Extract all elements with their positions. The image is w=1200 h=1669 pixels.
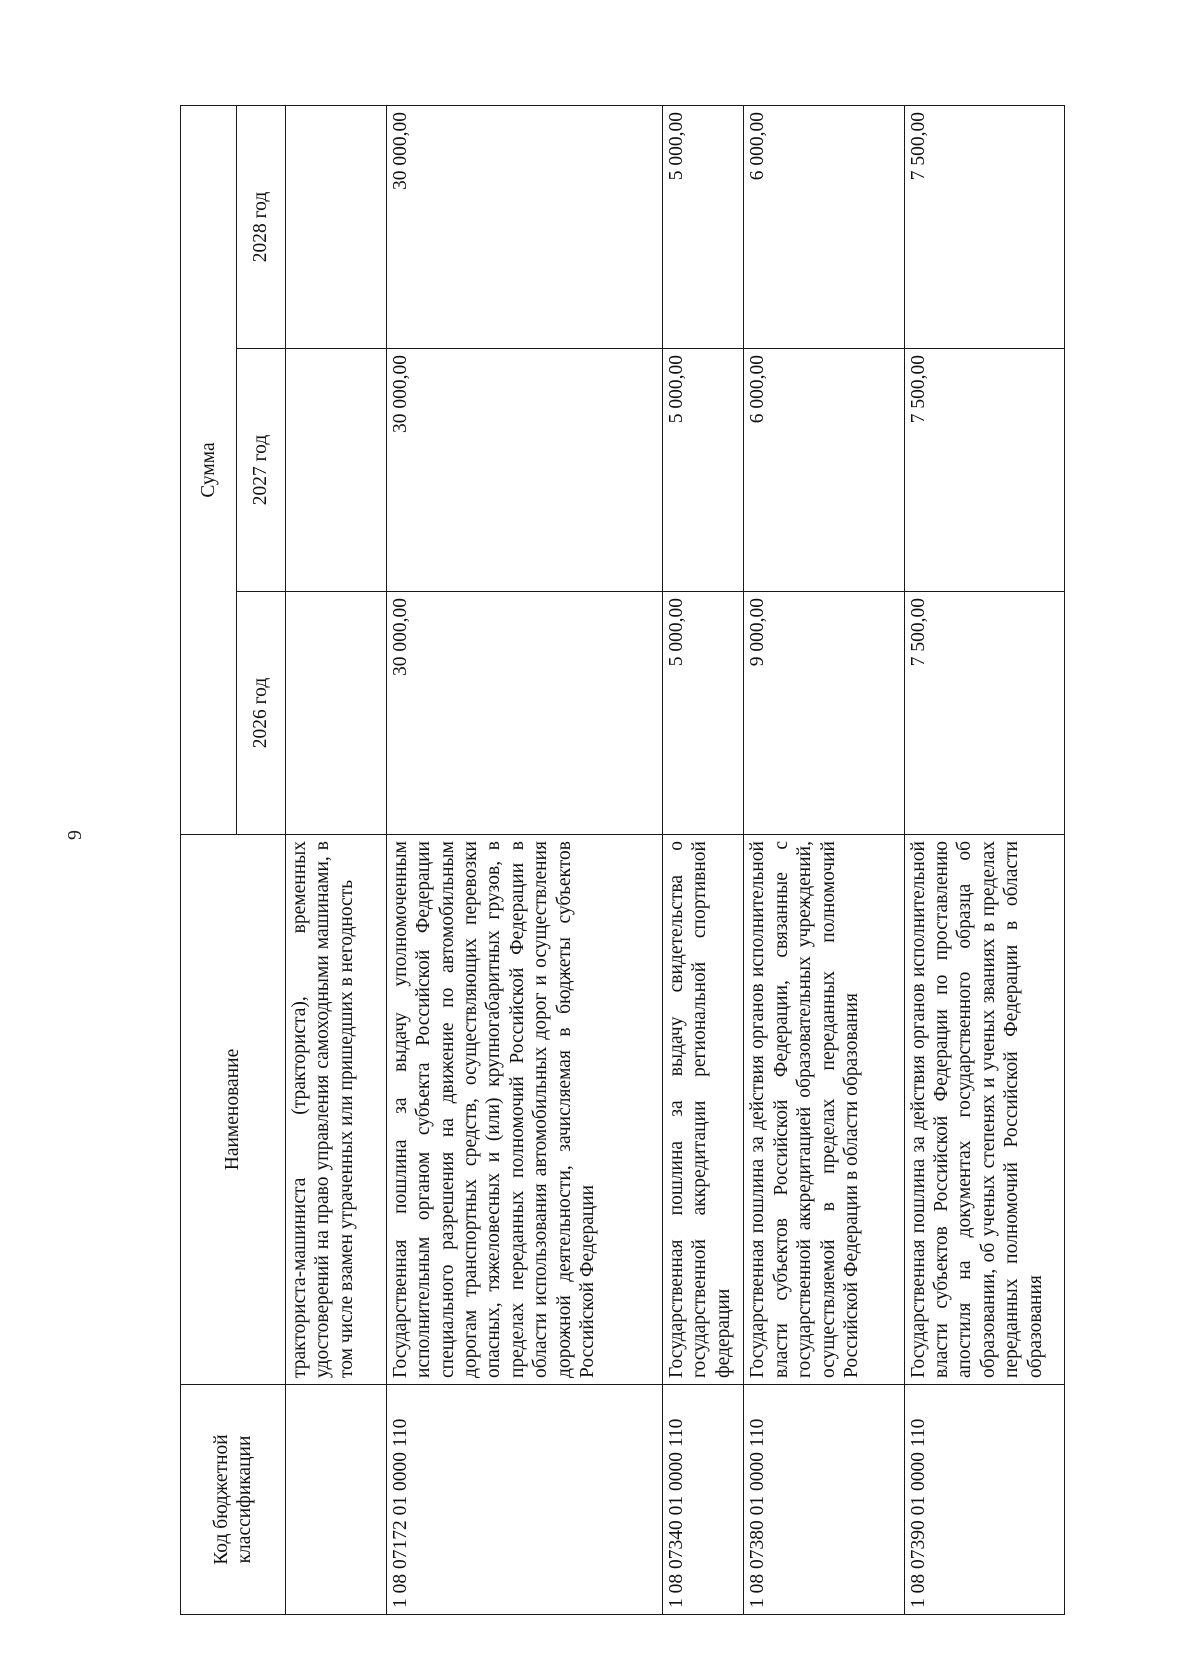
row-name: Государственная пошлина за действия органов исполнительной власти субъектов Российской Федерации по проставлению апостиля на документах государственного образца об образовании, об ученых степенях и ученых званиях в пределах переданных полномочий Российской Федерации в области образования	[904, 835, 1064, 1385]
row-sum-2028: 7 500,00	[904, 105, 1064, 348]
row-sum-2027: 6 000,00	[744, 349, 904, 592]
row-sum-2028	[286, 105, 387, 348]
header-year-2026: 2026 год	[237, 592, 286, 835]
header-row	[181, 105, 237, 1614]
row-code: 1 08 07172 01 0000 110	[386, 1385, 662, 1615]
header-sum: Сумма	[181, 105, 237, 834]
row-sum-2028: 5 000,00	[662, 105, 743, 348]
budget-table	[180, 105, 1065, 1615]
table-row	[744, 105, 904, 1614]
row-sum-2028: 30 000,00	[386, 105, 662, 348]
row-sum-2026	[286, 592, 387, 835]
row-name: тракториста-машиниста (тракториста), временных удостоверений на право управления самоходными машинами, в том числе взамен утраченных или пришедших в негодность	[286, 835, 387, 1385]
row-sum-2027: 30 000,00	[386, 349, 662, 592]
table-row	[904, 105, 1064, 1614]
header-year-2028: 2028 год	[237, 105, 286, 348]
row-code: 1 08 07340 01 0000 110	[662, 1385, 743, 1615]
row-code	[286, 1385, 387, 1615]
page-number: 9	[64, 830, 86, 840]
row-sum-2026: 7 500,00	[904, 592, 1064, 835]
table-row	[286, 105, 387, 1614]
row-sum-2026: 5 000,00	[662, 592, 743, 835]
header-code: Код бюджетной классификации	[181, 1385, 286, 1615]
row-code: 1 08 07380 01 0000 110	[744, 1385, 904, 1615]
header-year-2027: 2027 год	[237, 349, 286, 592]
row-sum-2027: 5 000,00	[662, 349, 743, 592]
row-sum-2026: 30 000,00	[386, 592, 662, 835]
budget-table-container	[180, 105, 1065, 1615]
row-name: Государственная пошлина за выдачу свидетельства о государственной аккредитации региональной спортивной федерации	[662, 835, 743, 1385]
table-row	[386, 105, 662, 1614]
row-name: Государственная пошлина за действия органов исполнительной власти субъектов Российской Федерации, связанные с государственной аккредитацией образовательных учреждений, осуществляемой в пределах переданных полномочий Российской Федерации в области образования	[744, 835, 904, 1385]
row-sum-2027: 7 500,00	[904, 349, 1064, 592]
row-sum-2026: 9 000,00	[744, 592, 904, 835]
row-sum-2028: 6 000,00	[744, 105, 904, 348]
row-sum-2027	[286, 349, 387, 592]
header-name: Наименование	[181, 835, 286, 1385]
row-code: 1 08 07390 01 0000 110	[904, 1385, 1064, 1615]
row-name: Государственная пошлина за выдачу уполномоченным исполнительным органом субъекта Российской Федерации специального разрешения на движение по автомобильным дорогам транспортных средств, осуществляющих перевозки опасных, тяжеловесных и (или) крупногабаритных грузов, в пределах переданных полномочий Российской Федерации в области использования автомобильных дорог и осуществления дорожной деятельности, зачисляемая в бюджеты субъектов Российской Федерации	[386, 835, 662, 1385]
table-row	[662, 105, 743, 1614]
